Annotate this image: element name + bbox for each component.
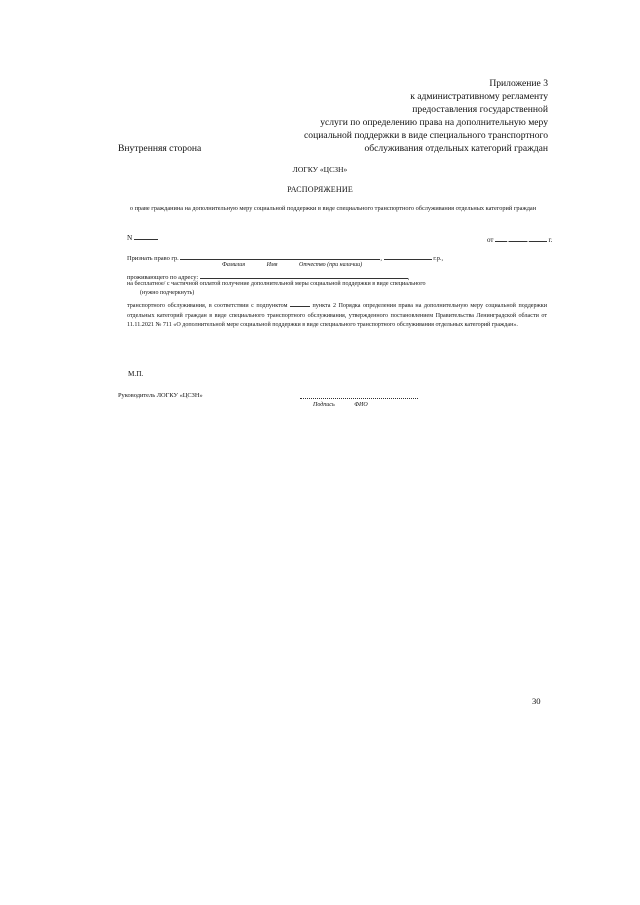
- paragraph-start: транспортного обслуживания, в соответствии с подпунктом: [127, 303, 288, 309]
- appendix-header: [304, 77, 548, 155]
- subpoint-blank: [290, 299, 310, 307]
- birth-date-blank: [384, 252, 432, 260]
- date-suffix: г.: [548, 236, 553, 244]
- appendix-line: предоставления государственной: [412, 104, 548, 115]
- recognize-line: Признать право гр. , г.р.,: [127, 252, 443, 262]
- document-number: [127, 232, 158, 242]
- signature-label: Подпись: [313, 402, 335, 408]
- number-blank: [134, 232, 158, 240]
- residing-label: проживающего по адресу:: [127, 274, 199, 281]
- signature-line: [300, 398, 418, 399]
- recognize-label: Признать право гр.: [127, 255, 179, 262]
- document-title: РАСПОРЯЖЕНИЕ: [287, 185, 353, 194]
- number-label: N: [127, 233, 133, 242]
- surname-label: Фамилия: [222, 262, 246, 268]
- organization-name: ЛОГКУ «ЦСЗН»: [292, 165, 348, 174]
- appendix-line: услуги по определению права на дополнительную меру: [320, 117, 548, 128]
- name-field-labels: [222, 262, 382, 268]
- patronymic-label: Отчество (при наличии): [299, 262, 363, 268]
- address-blank: [200, 271, 408, 279]
- appendix-line: к административному регламенту: [410, 91, 548, 102]
- document-subject: о праве гражданина на дополнительную меру социальной поддержки в виде специального транспортного обслуживания отдельных категорий граждан: [129, 205, 537, 212]
- document-date: от . . г.: [487, 236, 553, 244]
- stamp-label: М.П.: [128, 370, 144, 378]
- appendix-line: обслуживания отдельных категорий граждан: [364, 143, 548, 154]
- full-name-blank: [180, 252, 380, 260]
- paragraph-rest: пункта 2 Порядка определения права на дополнительную меру социальной поддержки отдельных категорий граждан в виде специального транспортного обслуживания, утвержденного постановлением Правительства Ленинградской области от 11.11.2021 № 711 «О дополнительной мере социальной поддержки в виде специального транспортного обслуживания отдельных категорий граждан».: [127, 303, 547, 329]
- legal-paragraph: [127, 299, 547, 331]
- underline-note: (нужно подчеркнуть): [140, 290, 195, 296]
- date-month-blank: [509, 234, 527, 242]
- first-name-label: Имя: [266, 262, 278, 268]
- signature-labels: [313, 402, 386, 408]
- side-label: Внутренняя сторона: [118, 143, 202, 154]
- date-year-blank: [529, 234, 547, 242]
- fio-label: ФИО: [354, 402, 368, 408]
- page-number: 30: [532, 696, 541, 706]
- head-label: Руководитель ЛОГКУ «ЦСЗН»: [118, 392, 203, 399]
- date-prefix: от: [487, 236, 494, 244]
- appendix-line: Приложение 3: [489, 78, 548, 89]
- date-day-blank: [495, 234, 507, 242]
- residing-line: проживающего по адресу: ,: [127, 271, 409, 281]
- basis-line: на бесплатное/ с частичной оплатой получение дополнительной меры социальной поддержки в виде специального: [127, 281, 426, 287]
- appendix-line: социальной поддержки в виде специального транспортного: [304, 130, 548, 141]
- birth-suffix: г.р.,: [433, 255, 444, 262]
